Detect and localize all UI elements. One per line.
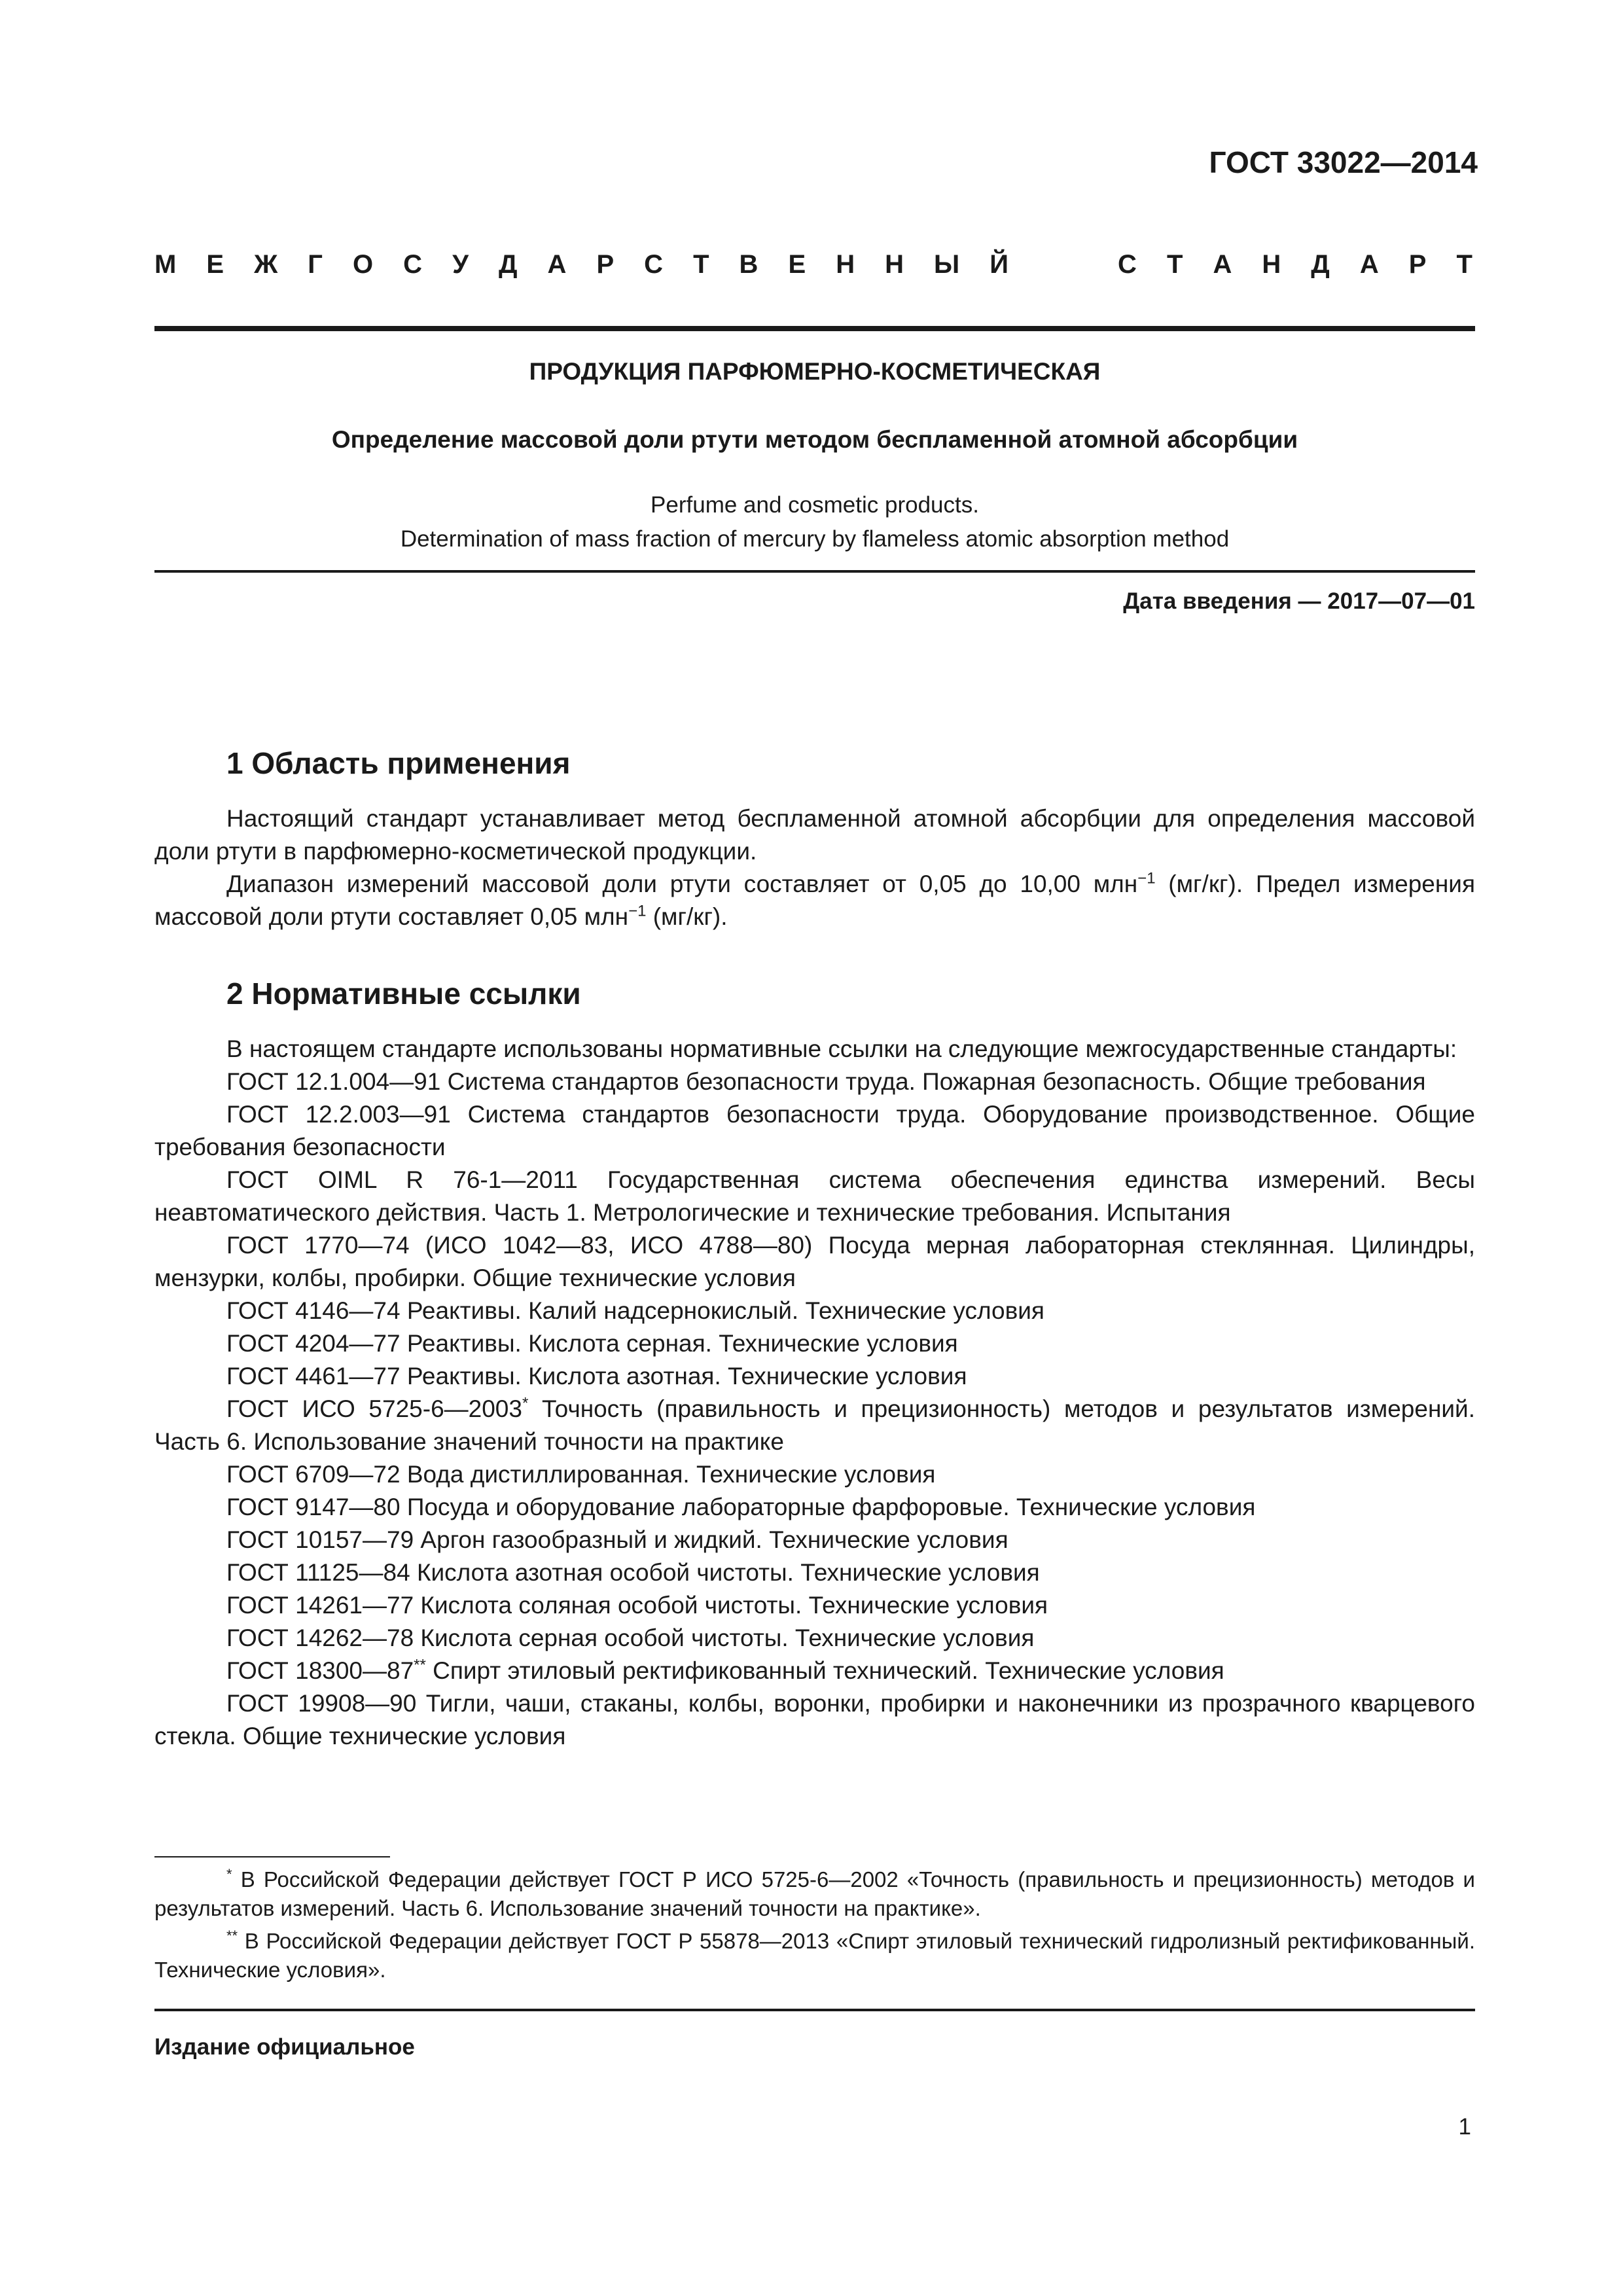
reference-item: ГОСТ 12.1.004—91 Система стандартов безопасности труда. Пожарная безопасность. Общие требования — [226, 1068, 1426, 1095]
section-heading-references: 2 Нормативные ссылки — [226, 977, 581, 1011]
standard-type-letter: А — [547, 250, 567, 279]
reference-item: ГОСТ 12.2.003—91 Система стандартов безопасности труда. Оборудование производственное. Общие требования безопасности — [154, 1101, 1475, 1160]
standard-type-letter: Н — [885, 250, 904, 279]
header-divider — [154, 326, 1475, 331]
footnotes — [154, 1865, 1475, 1988]
footnote-mark: ** — [414, 1656, 426, 1674]
standard-code: ГОСТ 33022—2014 — [1209, 145, 1478, 179]
standard-type-letter: Д — [1311, 250, 1330, 279]
standard-type-letter: Т — [693, 250, 709, 279]
standard-type-letter: У — [452, 250, 469, 279]
standard-type-letter: Ж — [254, 250, 278, 279]
footnote-divider — [154, 1856, 390, 1857]
standard-type-letter: М — [154, 250, 177, 279]
paragraph: Настоящий стандарт устанавливает метод беспламенной атомной абсорбции для определения массовой доли ртути в парфюмерно-косметической продукции. — [154, 805, 1475, 865]
section-heading-scope: 1 Область применения — [226, 746, 571, 780]
standard-type-letter: Р — [596, 250, 615, 279]
reference-item: ГОСТ 4204—77 Реактивы. Кислота серная. Технические условия — [226, 1330, 958, 1357]
standard-type-letter: Н — [1262, 250, 1281, 279]
standard-type-letter: Т — [1456, 250, 1472, 279]
standard-type-letter: В — [739, 250, 758, 279]
paragraph: В настоящем стандарте использованы нормативные ссылки на следующие межгосударственные стандарты: — [226, 1035, 1457, 1062]
reference-item: ГОСТ 11125—84 Кислота азотная особой чистоты. Технические условия — [226, 1559, 1040, 1586]
standard-type-letter: Ы — [934, 250, 960, 279]
reference-item: ГОСТ 4146—74 Реактивы. Калий надсернокислый. Технические условия — [226, 1297, 1044, 1324]
english-title-line-2: Determination of mass fraction of mercury by flameless atomic absorption method — [400, 526, 1230, 552]
standard-type-letter: Н — [836, 250, 855, 279]
english-title-line-1: Perfume and cosmetic products. — [651, 492, 979, 518]
reference-item: ГОСТ 1770—74 (ИСО 1042—83, ИСО 4788—80) Посуда мерная лабораторная стеклянная. Цилиндры, мензурки, колбы, пробирки. Общие технические условия — [154, 1232, 1475, 1291]
standard-type-letter: Д — [498, 250, 518, 279]
paragraph: Диапазон измерений массовой доли ртути составляет от 0,05 до 10,00 млн$^{-1}$ (мг/кг). Предел измерения массовой доли ртути составляет 0,05 млн$^{-1}$ (мг/кг). — [154, 869, 1475, 930]
title-divider — [154, 570, 1475, 573]
reference-item: ГОСТ 10157—79 Аргон газообразный и жидкий. Технические условия — [226, 1526, 1008, 1553]
scope-section — [154, 802, 1475, 933]
reference-item: ГОСТ 6709—72 Вода дистиллированная. Технические условия — [226, 1461, 936, 1488]
reference-item: ГОСТ ИСО 5725-6—2003* Точность (правильность и прецизионность) методов и результатов измерений. Часть 6. Использование значений точности на практике — [154, 1394, 1475, 1455]
reference-item: ГОСТ 9147—80 Посуда и оборудование лабораторные фарфоровые. Технические условия — [226, 1494, 1256, 1520]
reference-item: ГОСТ 4461—77 Реактивы. Кислота азотная. Технические условия — [226, 1363, 967, 1390]
footnote: * В Российской Федерации действует ГОСТ Р ИСО 5725-6—2002 «Точность (правильность и прецизионность) методов и результатов измерений. Часть 6. Использование значений точности на практике». — [154, 1866, 1475, 1920]
reference-item: ГОСТ 14261—77 Кислота соляная особой чистоты. Технические условия — [226, 1592, 1048, 1619]
footer-divider — [154, 2009, 1475, 2011]
footnote-mark: * — [522, 1394, 529, 1412]
references-section — [154, 1033, 1475, 1753]
reference-item: ГОСТ 19908—90 Тигли, чаши, стаканы, колбы, воронки, пробирки и наконечники из прозрачного кварцевого стекла. Общие технические условия — [154, 1690, 1475, 1749]
standard-type-letter: С — [1118, 250, 1137, 279]
document-subtitle: Определение массовой доли ртути методом беспламенной атомной абсорбции — [331, 426, 1298, 453]
document-title: ПРОДУКЦИЯ ПАРФЮМЕРНО-КОСМЕТИЧЕСКАЯ — [529, 358, 1101, 385]
reference-item: ГОСТ 14262—78 Кислота серная особой чистоты. Технические условия — [226, 1624, 1035, 1651]
standard-type-letter: Е — [788, 250, 806, 279]
standard-type-letter: Й — [990, 250, 1008, 279]
standard-type-letter: С — [644, 250, 664, 279]
standard-type-letter: А — [1359, 250, 1379, 279]
word-gap — [1039, 249, 1088, 280]
standard-type-letter: Т — [1166, 250, 1183, 279]
edition-label: Издание официальное — [154, 2034, 415, 2060]
reference-item: ГОСТ OIML R 76-1—2011 Государственная система обеспечения единства измерений. Весы неавтоматического действия. Часть 1. Метрологические и технические требования. Испытания — [154, 1166, 1475, 1226]
page-number: 1 — [1458, 2114, 1471, 2140]
footnote: ** В Российской Федерации действует ГОСТ Р 55878—2013 «Спирт этиловый технический гидролизный ректификованный. Технические условия». — [154, 1928, 1475, 1982]
standard-type-letter: Р — [1408, 250, 1427, 279]
english-title — [154, 488, 1475, 556]
standard-type-heading — [154, 249, 1472, 280]
standard-type-letter: А — [1213, 250, 1232, 279]
standard-type-letter: Г — [308, 250, 323, 279]
standard-type-letter: Е — [206, 250, 224, 279]
standard-type-letter: С — [403, 250, 423, 279]
standard-type-letter: О — [352, 250, 374, 279]
introduction-date: Дата введения — 2017—07—01 — [1123, 588, 1475, 614]
reference-item: ГОСТ 18300—87** Спирт этиловый ректификованный технический. Технические условия — [226, 1656, 1224, 1684]
